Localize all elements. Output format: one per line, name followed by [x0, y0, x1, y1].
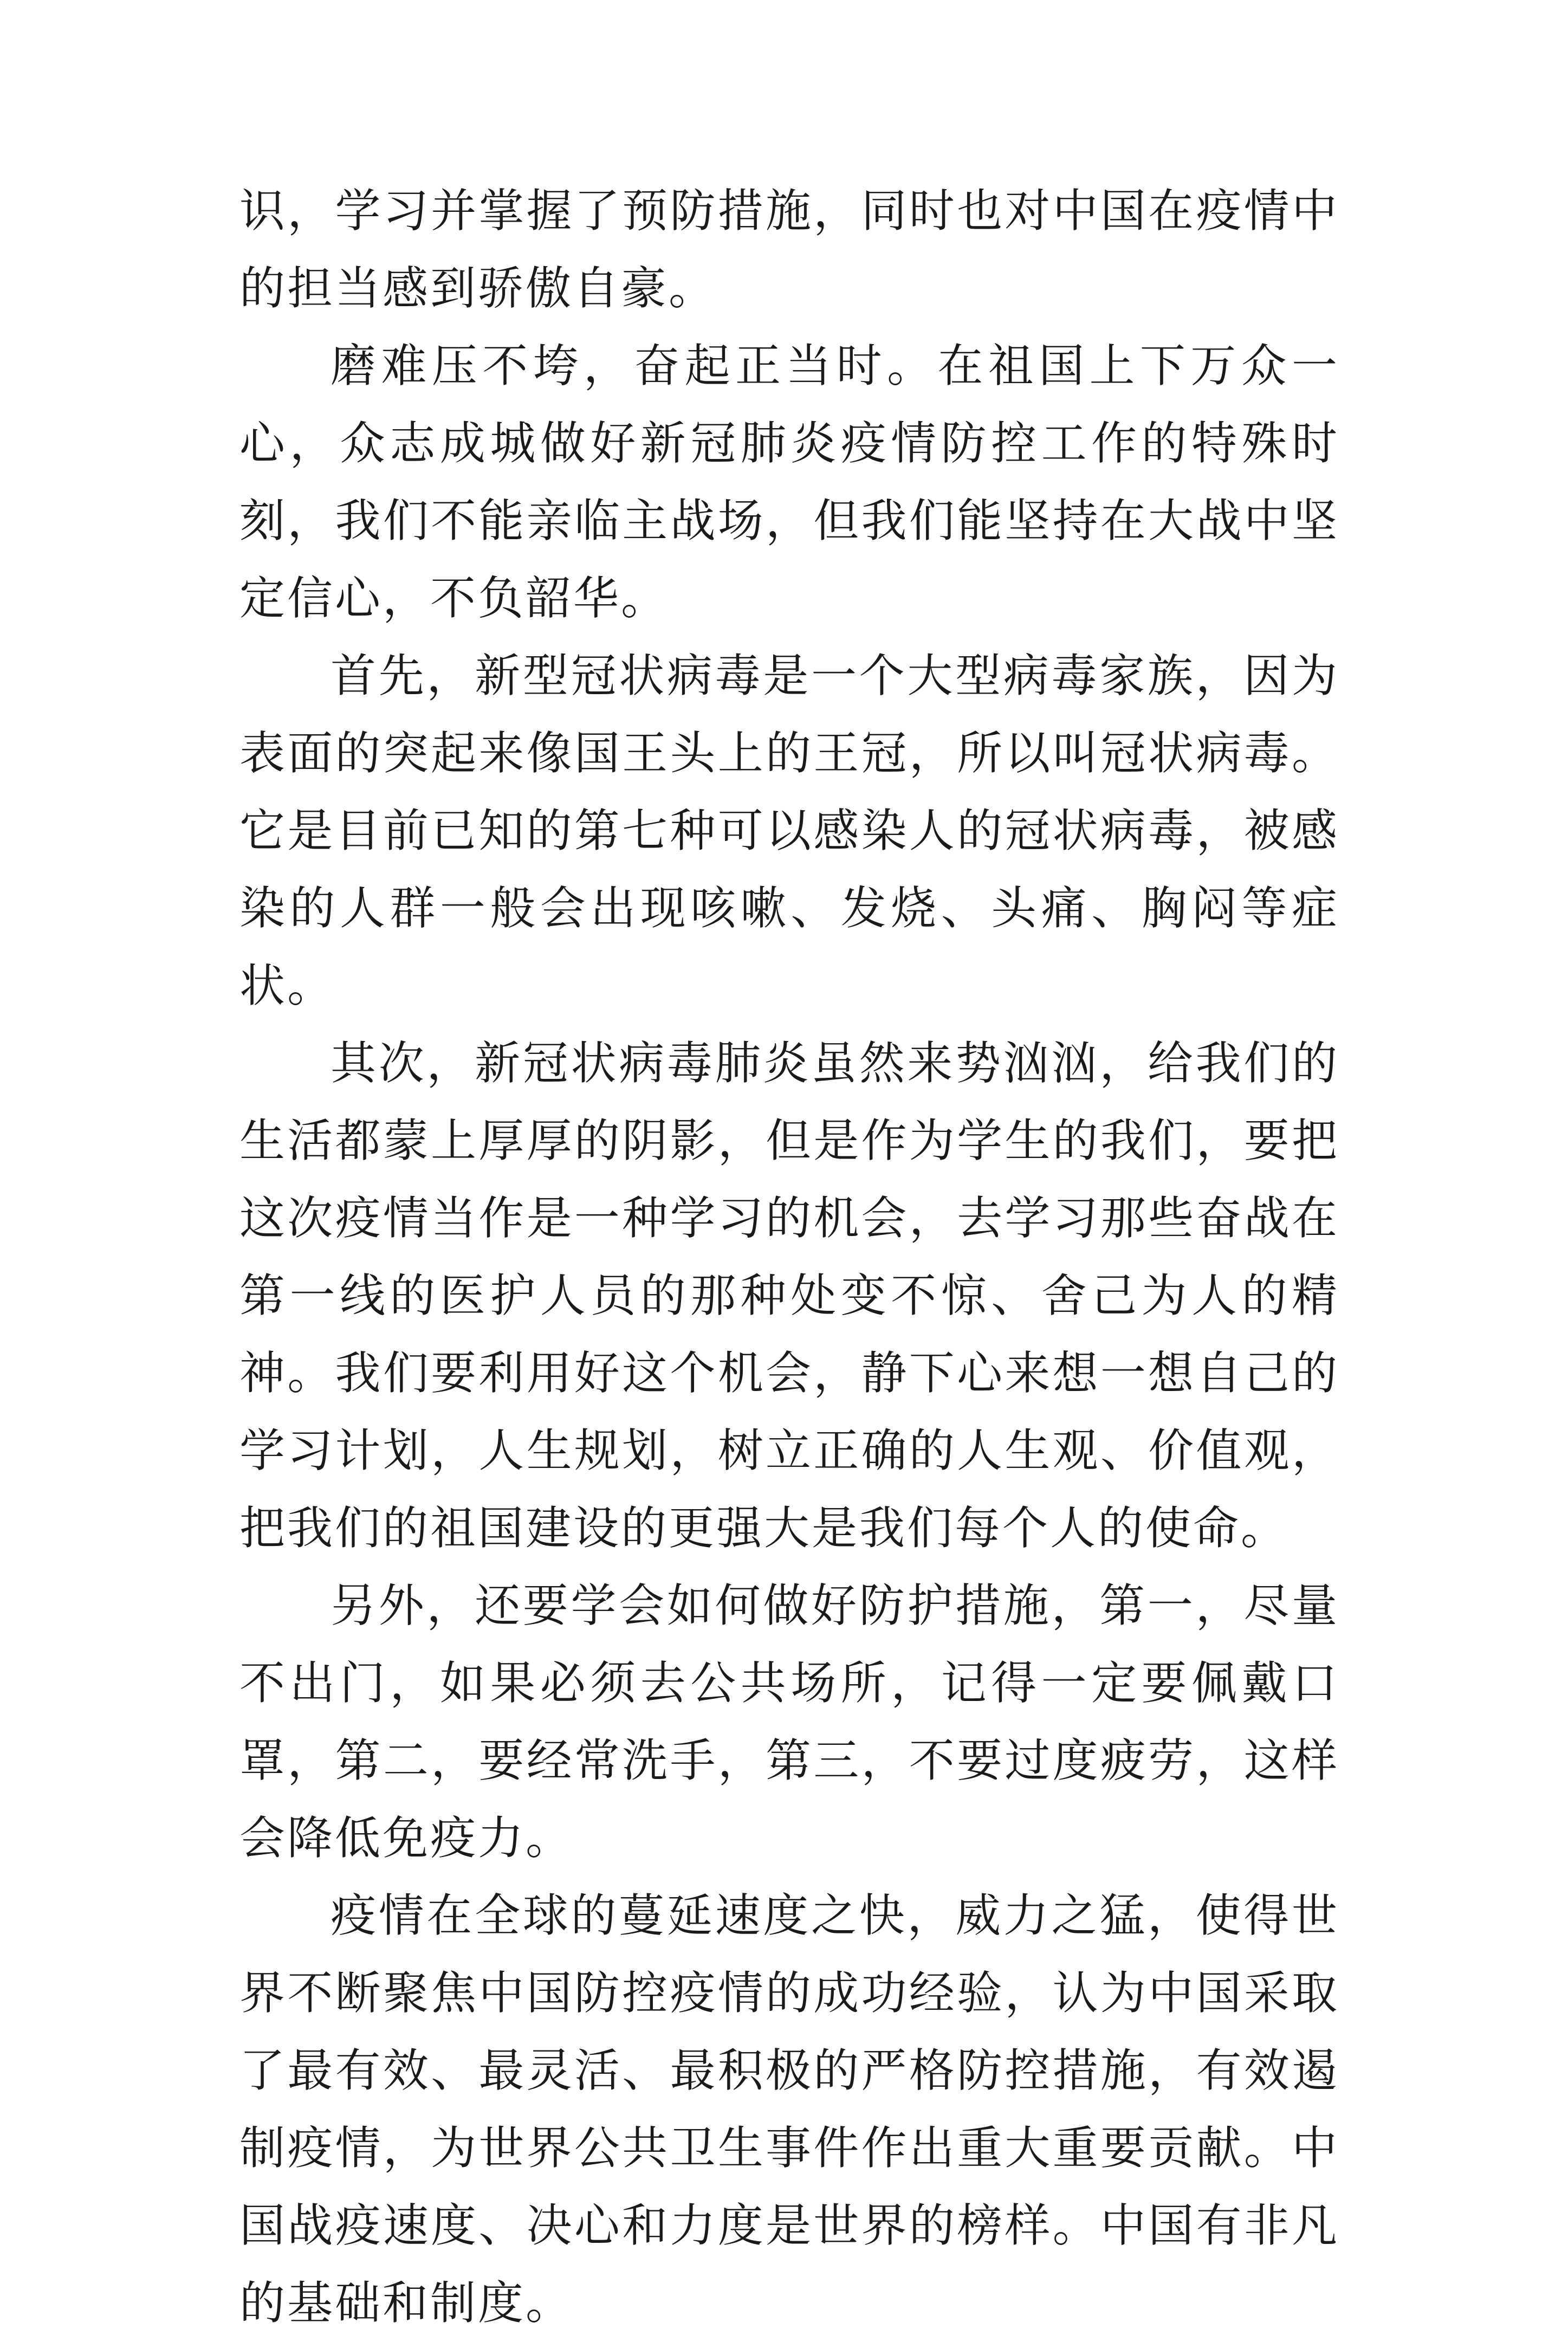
paragraph: 其次，新冠状病毒肺炎虽然来势汹汹，给我们的生活都蒙上厚厚的阴影，但是作为学生的我们，要把这次疫情当作是一种学习的机会，去学习那些奋战在第一线的医护人员的那种处变不惊、舍己为人的精神。我们要利用好这个机会，静下心来想一想自己的学习计划，人生规划，树立正确的人生观、价值观，把我们的祖国建设的更强大是我们每个人的使命。: [239, 1037, 1339, 1555]
paragraph-continued: 识，学习并掌握了预防措施，同时也对中国在疫情中的担当感到骄傲自豪。: [239, 184, 1339, 315]
paragraph: 磨难压不垮，奋起正当时。在祖国上下万众一心，众志成城做好新冠肺炎疫情防控工作的特殊时刻，我们不能亲临主战场，但我们能坚持在大战中坚定信心，不负韶华。: [239, 339, 1339, 625]
paragraph: 疫情在全球的蔓延速度之快，威力之猛，使得世界不断聚焦中国防控疫情的成功经验，认为中国采取了最有效、最灵活、最积极的严格防控措施，有效遏制疫情，为世界公共卫生事件作出重大重要贡献。中国战疫速度、决心和力度是世界的榜样。中国有非凡的基础和制度。: [239, 1889, 1339, 2330]
document-body: [239, 172, 1339, 2342]
paragraph: 另外，还要学会如何做好防护措施，第一，尽量不出门，如果必须去公共场所，记得一定要佩戴口罩，第二，要经常洗手，第三，不要过度疲劳，这样会降低免疫力。: [239, 1579, 1339, 1865]
paragraph: 首先，新型冠状病毒是一个大型病毒家族，因为表面的突起来像国王头上的王冠，所以叫冠状病毒。它是目前已知的第七种可以感染人的冠状病毒，被感染的人群一般会出现咳嗽、发烧、头痛、胸闷等症状。: [239, 649, 1339, 1012]
